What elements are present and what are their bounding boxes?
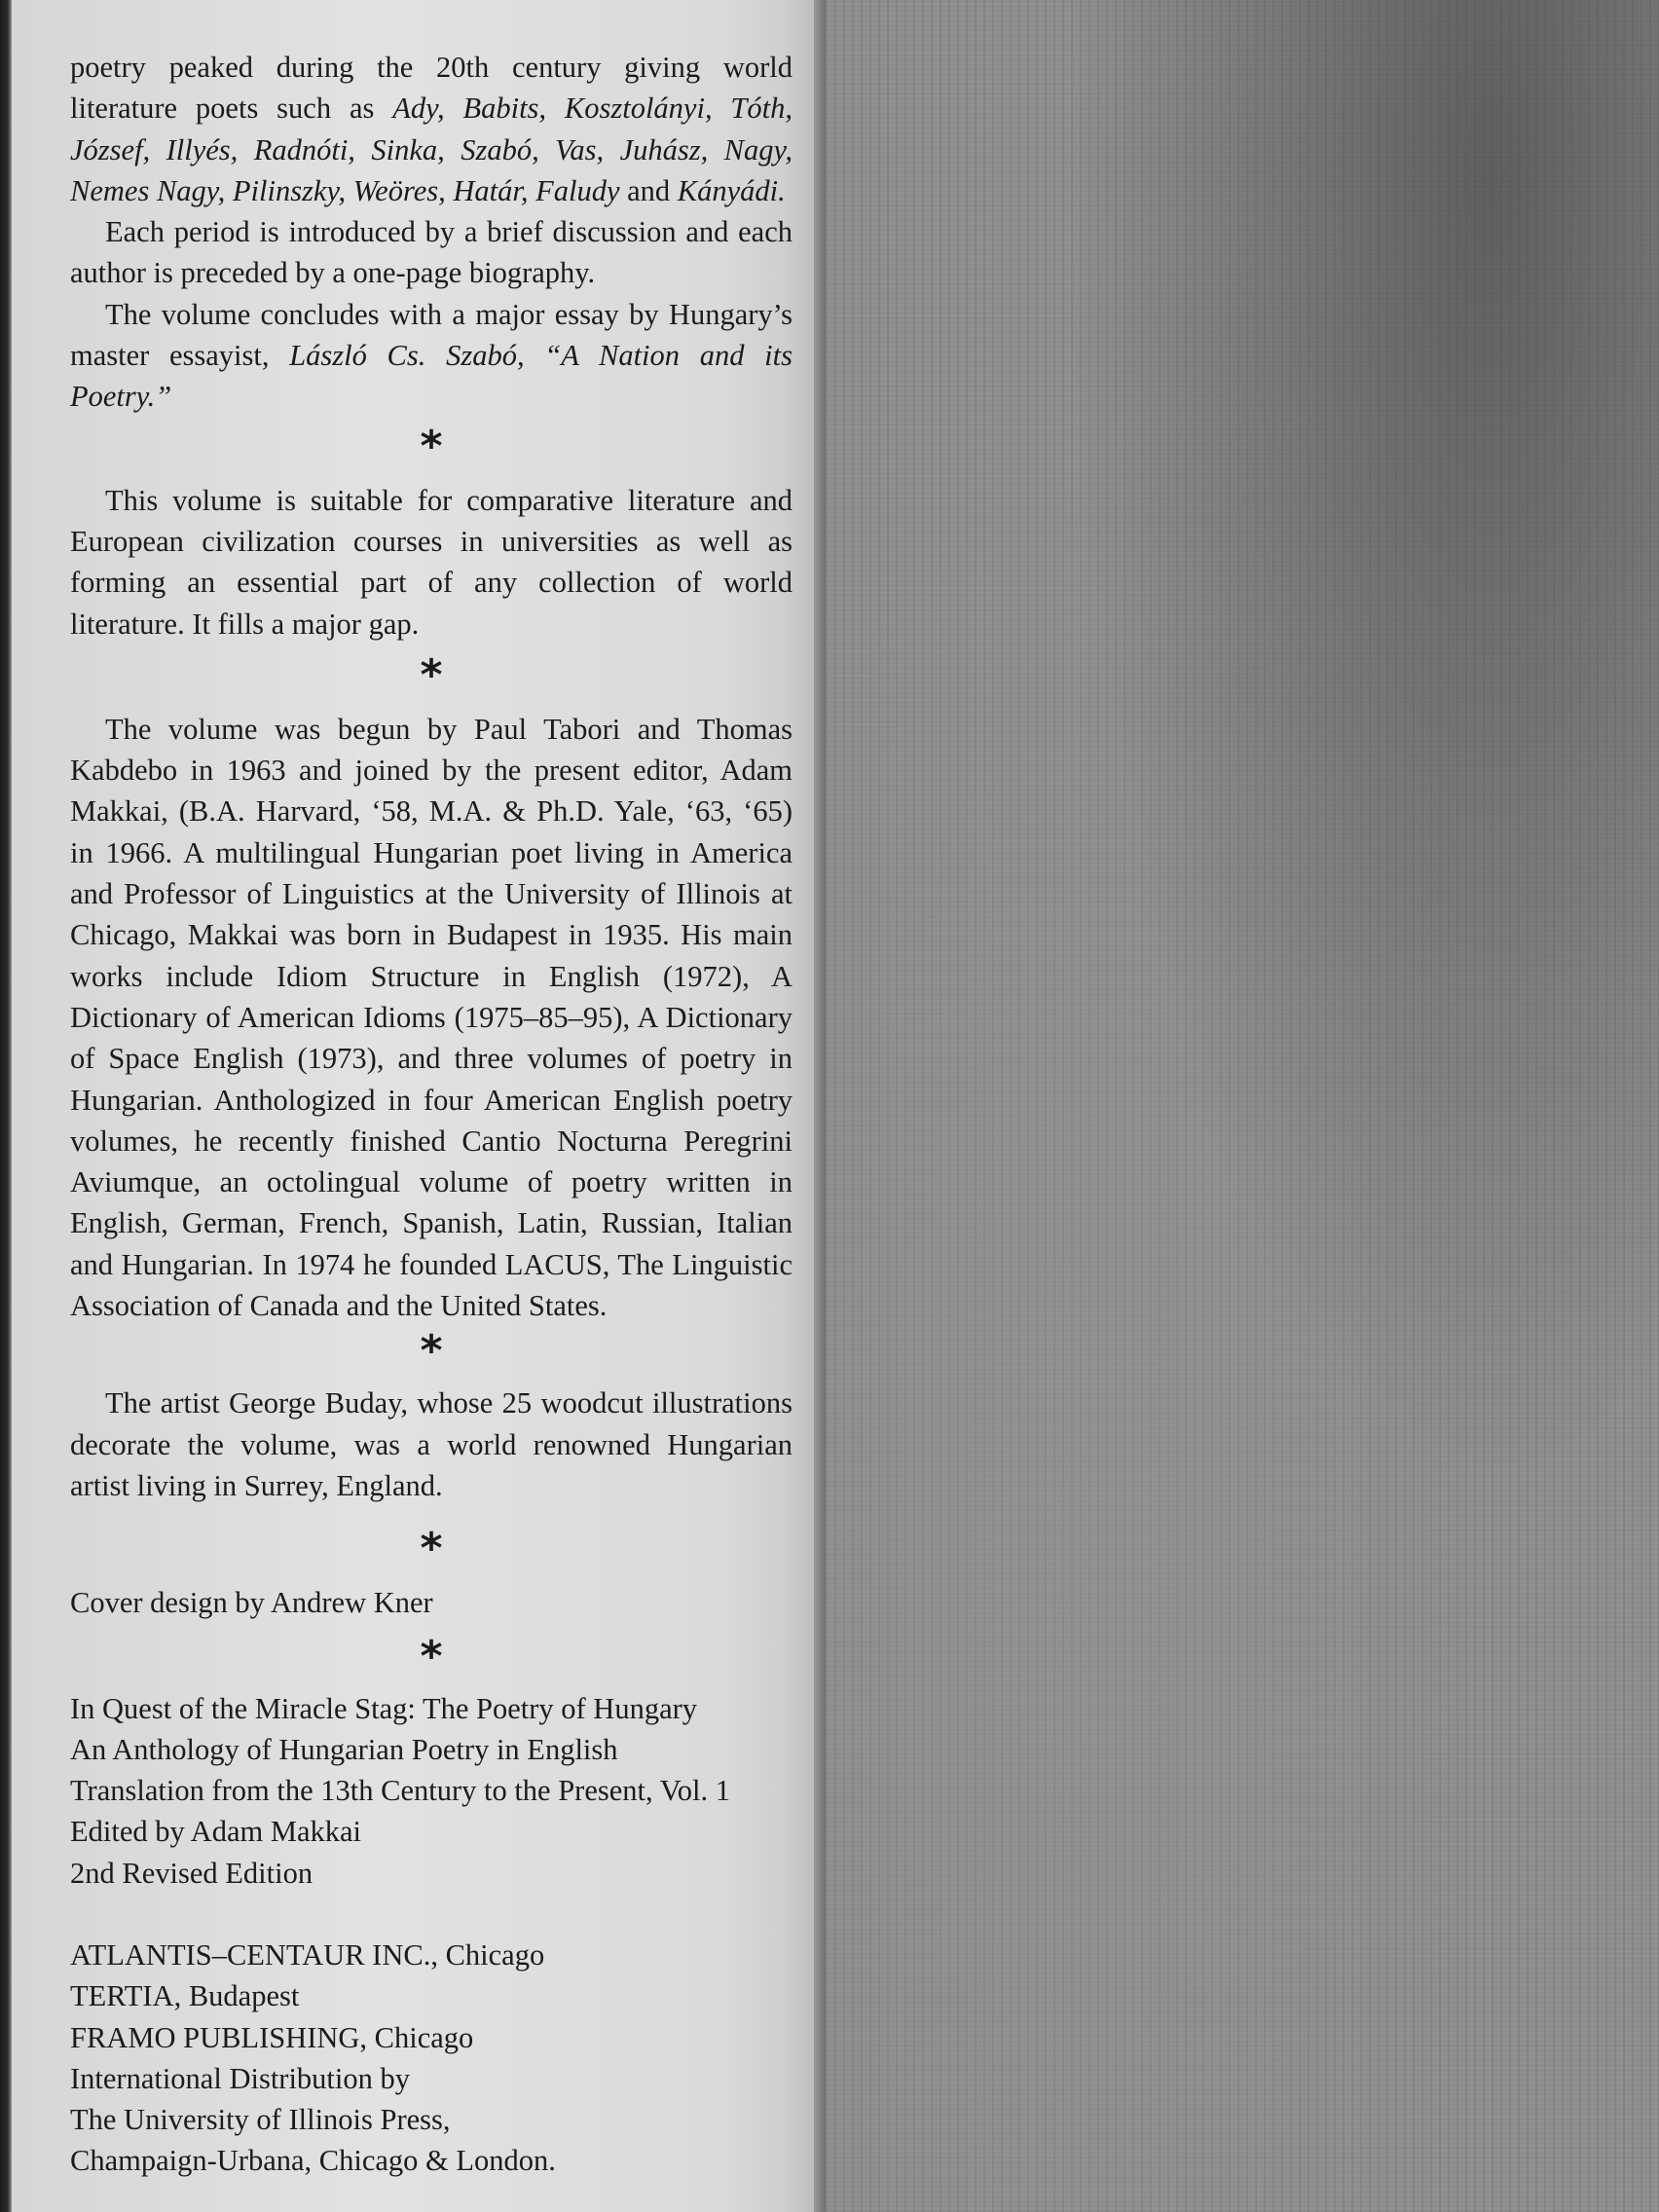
book-info-line: Edited by Adam Makkai <box>70 1815 362 1849</box>
publisher-info <box>70 1935 793 2182</box>
poets-lead: poetry peaked during the 20th century giving world literature poets such as <box>70 51 793 126</box>
separator-asterisk: * <box>420 1631 443 1681</box>
flap-text <box>70 47 793 2182</box>
publisher-line: TERTIA, Budapest <box>70 1979 300 2013</box>
publisher-line: International Distribution by <box>70 2061 410 2095</box>
artist-paragraph: The artist George Buday, whose 25 woodcut illustrations decorate the volume, was a world renowned Hungarian artist living in Surrey, England. <box>70 1386 793 1502</box>
publisher-line: ATLANTIS–CENTAUR INC., Chicago <box>70 1937 545 1972</box>
book-info-line: An Anthology of Hungarian Poetry in English <box>70 1732 618 1766</box>
essay-lead: The volume concludes with a major essay by Hungary’s master essayist, <box>70 297 793 373</box>
book-info-line: 2nd Revised Edition <box>70 1856 313 1890</box>
history-paragraph: The volume was begun by Paul Tabori and Thomas Kabdebo in 1963 and joined by the present editor, Adam Makkai, (B.A. Harvard, ‘58, M.A. & Ph.D. Yale, ‘63, ‘65) in 1966. A multilingual Hungarian poet living in America and Professor of Linguistics at the University of Illinois at Chicago, Makkai was born in Budapest in 1935. His main works include Idiom Structure in English (1972), A Dictionary of American Idioms (1975–85–95), A Dictionary of Space English (1973), and three volumes of poetry in Hungarian. Anthologized in four American English poetry volumes, he recently finished Cantio Nocturna Peregrini Aviumque, an octolingual volume of poetry written in English, German, French, Spanish, Latin, Russian, Italian and Hungarian. In 1974 he founded LACUS, The Linguistic Association of Canada and the United States. <box>70 712 793 1323</box>
separator-asterisk: * <box>420 421 443 471</box>
textured-cover <box>826 0 1659 2212</box>
publisher-line: FRAMO PUBLISHING, Chicago <box>70 2020 474 2054</box>
period-paragraph: Each period is introduced by a brief discussion and each author is preceded by a one-page biography. <box>70 215 793 290</box>
suitability-paragraph: This volume is suitable for comparative literature and European civilization courses in universities as well as forming an essential part of any collection of world literature. It fills a major gap. <box>70 483 793 641</box>
poets-paragraph <box>70 47 793 211</box>
book-info-line: In Quest of the Miracle Stag: The Poetry of Hungary <box>70 1691 698 1725</box>
book-info <box>70 1688 793 1894</box>
separator-asterisk: * <box>420 649 443 700</box>
jacket-flap <box>12 0 816 2212</box>
cover-credit: Cover design by Andrew Kner <box>70 1586 433 1620</box>
separator-asterisk: * <box>420 1326 443 1377</box>
poets-last: Kányádi. <box>677 173 786 207</box>
publisher-line: Champaign-Urbana, Chicago & London. <box>70 2144 556 2178</box>
flap-fold-shadow <box>814 0 826 2212</box>
separator-asterisk: * <box>420 1524 443 1574</box>
publisher-line: The University of Illinois Press, <box>70 2103 451 2137</box>
poets-and: and <box>619 173 678 207</box>
essay-paragraph <box>70 294 793 418</box>
essay-title: László Cs. Szabó, “A Nation and its Poetry.” <box>70 339 793 414</box>
book-info-line: Translation from the 13th Century to the Present, Vol. 1 <box>70 1774 731 1808</box>
poets-list: Ady, Babits, Kosztolányi, Tóth, József, Illyés, Radnóti, Sinka, Szabó, Vas, Juhász, Nagy, Nemes Nagy, Pilinszky, Weöres, Határ, Faludy <box>70 92 793 207</box>
